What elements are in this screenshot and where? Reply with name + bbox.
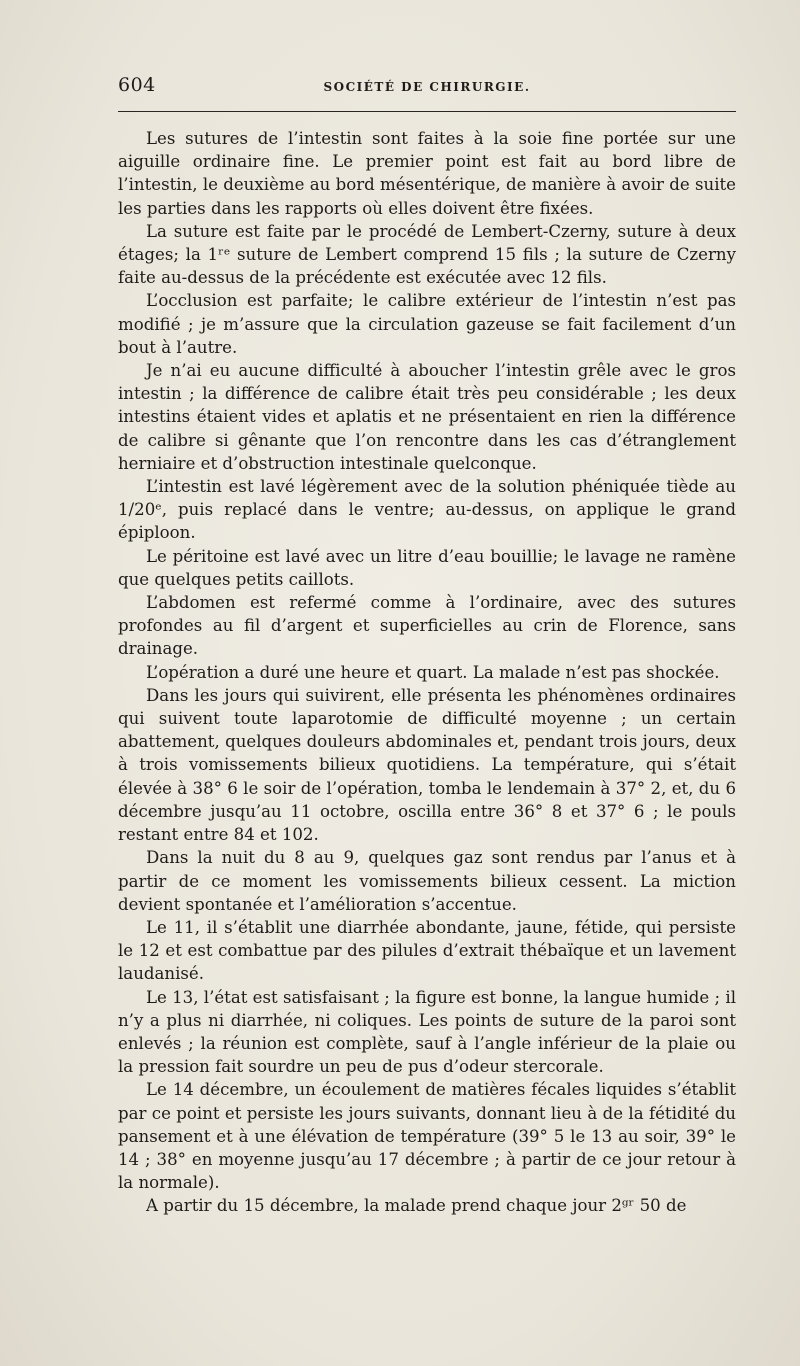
page-number: 604: [118, 74, 156, 96]
paragraph: La suture est faite par le procédé de Lembert-Czerny, suture à deux étages; la 1ʳᵉ suture de Lembert comprend 15 fils ; la suture de Czerny faite au-dessus de la précédente est exécutée avec 12 fils.: [118, 221, 736, 288]
paragraph: Le 14 décembre, un écoulement de matières fécales liquides s’établit par ce point et persiste les jours suivants, donnant lieu à de la fétidité du pansement et à une élévation de température (39° 5 le 13 au soir, 39° le 14 ; 38° en moyenne jusqu’au 17 décembre ; à partir de ce jour retour à la normale).: [118, 1080, 736, 1193]
page-header: [118, 74, 736, 102]
paragraph: Les sutures de l’intestin sont faites à la soie fine portée sur une aiguille ordinaire fine. Le premier point est fait au bord libre de l’intestin, le deuxième au bord mésentérique, de manière à avoir de suite les parties dans les rapports où elles doivent être fixées.: [118, 129, 736, 218]
paragraph: L’occlusion est parfaite; le calibre extérieur de l’intestin n’est pas modifié ; je m’assure que la circulation gazeuse se fait facilement d’un bout à l’autre.: [118, 291, 736, 357]
body-text: [118, 127, 736, 1218]
paragraph: Le 13, l’état est satisfaisant ; la figure est bonne, la langue humide ; il n’y a plus ni diarrhée, ni coliques. Les points de suture de la paroi sont enlevés ; la réunion est complète, sauf à l’angle inférieur de la plaie ou la pression fait sourdre un peu de pus d’odeur stercorale.: [118, 987, 737, 1077]
header-rule: [118, 111, 736, 112]
paragraph: L’opération a duré une heure et quart. La malade n’est pas shockée.: [146, 662, 720, 682]
paragraph: L’abdomen est refermé comme à l’ordinaire, avec des sutures profondes au fil d’argent et superficielles au crin de Florence, sans drainage.: [118, 593, 736, 659]
running-title: SOCIÉTÉ DE CHIRURGIE.: [323, 80, 531, 94]
paragraph: L’intestin est lavé légèrement avec de la solution phéniquée tiède au 1/20ᵉ, puis replacé dans le ventre; au-dessus, on applique le grand épiploon.: [118, 477, 736, 543]
paragraph: Je n’ai eu aucune difficulté à aboucher l’intestin grêle avec le gros intestin ; la différence de calibre était très peu considérable ; les deux intestins étaient vides et aplatis et ne présentaient en rien la différence de calibre si gênante que l’on rencontre dans les cas d’étranglement herniaire et d’obstruction intestinale quelconque.: [118, 361, 736, 473]
paragraph: Le 11, il s’établit une diarrhée abondante, jaune, fétide, qui persiste le 12 et est combattue par des pilules d’extrait thébaïque et un lavement laudanisé.: [118, 917, 736, 984]
paragraph: Dans les jours qui suivirent, elle présenta les phénomènes ordinaires qui suivent toute laparotomie de difficulté moyenne ; un certain abattement, quelques douleurs abdominales et, pendant trois jours, deux à trois vomissements bilieux quotidiens. La température, qui s’était élevée à 38° 6 le soir de l’opération, tomba le lendemain à 37° 2, et, du 6 décembre jusqu’au 11 octobre, oscilla entre 36° 8 et 37° 6 ; le pouls restant entre 84 et 102.: [118, 685, 736, 845]
paragraph: A partir du 15 décembre, la malade prend chaque jour 2ᵍʳ 50 de: [146, 1196, 687, 1216]
paragraph: Dans la nuit du 8 au 9, quelques gaz sont rendus par l’anus et à partir de ce moment les vomissements bilieux cessent. La miction devient spontanée et l’amélioration s’accentue.: [118, 848, 736, 914]
paragraph: Le péritoine est lavé avec un litre d’eau bouillie; le lavage ne ramène que quelques petits caillots.: [118, 546, 736, 589]
